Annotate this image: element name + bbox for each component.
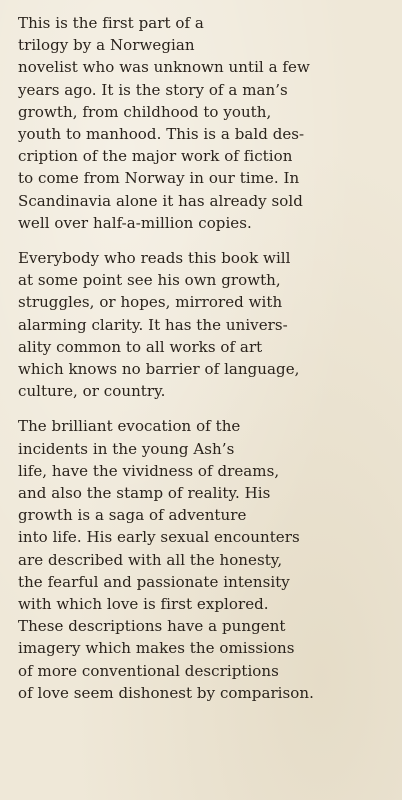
text-line: and also the stamp of reality. His xyxy=(18,484,271,503)
text-line: life, have the vividness of dreams, xyxy=(18,461,280,480)
paragraph-3 xyxy=(18,415,400,704)
text-line: years ago. It is the story of a man’s xyxy=(18,80,288,99)
text-line: at some point see his own growth, xyxy=(18,271,281,290)
text-line: Scandinavia alone it has already sold xyxy=(18,191,303,210)
text-line: into life. His early sexual encounters xyxy=(18,528,300,547)
paragraph-1 xyxy=(18,12,400,234)
text-line: alarming clarity. It has the univers- xyxy=(18,315,288,334)
blurb-text xyxy=(18,12,400,704)
text-line: culture, or country. xyxy=(18,382,166,401)
text-line: incidents in the young Ash’s xyxy=(18,439,235,458)
text-line: ality common to all works of art xyxy=(18,337,263,356)
text-line: youth to manhood. This is a bald des- xyxy=(18,125,305,144)
paragraph-2 xyxy=(18,247,400,402)
text-line: growth, from childhood to youth, xyxy=(18,102,272,121)
text-line: cription of the major work of fiction xyxy=(18,147,293,166)
text-line: struggles, or hopes, mirrored with xyxy=(18,293,283,312)
text-line: are described with all the honesty, xyxy=(18,550,283,569)
text-line: novelist who was unknown until a few xyxy=(18,58,310,77)
text-line: to come from Norway in our time. In xyxy=(18,169,300,188)
text-line: well over half-a-million copies. xyxy=(18,213,252,232)
text-line: the fearful and passionate intensity xyxy=(18,572,290,591)
text-line: of love seem dishonest by comparison. xyxy=(18,683,314,702)
text-line: with which love is first explored. xyxy=(18,595,269,614)
text-line: This is the first part of a xyxy=(18,14,204,32)
text-line: imagery which makes the omissions xyxy=(18,639,295,658)
text-line: The brilliant evocation of the xyxy=(18,417,241,436)
text-line: These descriptions have a pungent xyxy=(18,617,286,636)
text-line: which knows no barrier of language, xyxy=(18,360,300,379)
text-line: trilogy by a Norwegian xyxy=(18,36,195,55)
text-line: Everybody who reads this book will xyxy=(18,249,291,268)
text-line: growth is a saga of adventure xyxy=(18,506,247,525)
text-line: of more conventional descriptions xyxy=(18,661,279,680)
